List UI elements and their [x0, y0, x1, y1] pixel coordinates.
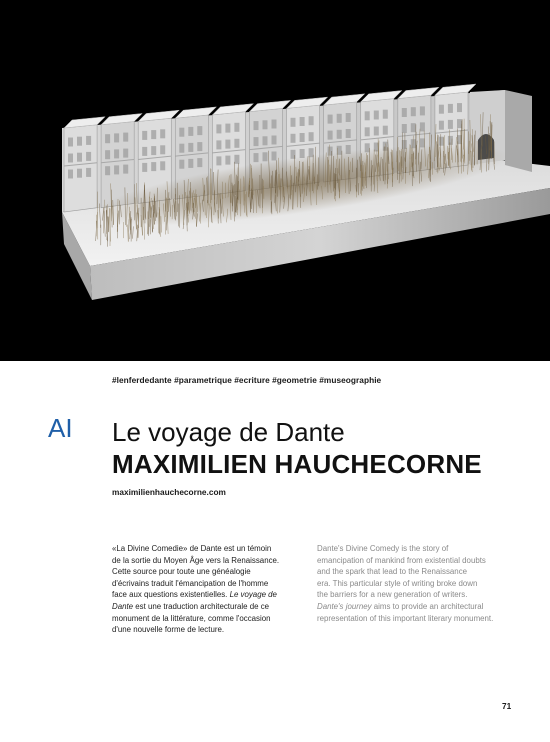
project-name-italic: Le voyage de [229, 590, 277, 600]
text-line: Cette source pour toute une généalogie [112, 567, 251, 577]
text-line: d'une nouvelle forme de lecture. [112, 625, 225, 635]
page-number: 71 [502, 701, 512, 711]
text-line [317, 601, 512, 613]
text-line: era. This particular style of writing broke down [317, 578, 478, 588]
text-line: representation of this important literary monument. [317, 613, 494, 623]
description-english [317, 543, 512, 624]
text-segment: aims to provide an architectural [371, 601, 484, 611]
text-line: Dante's Divine Comedy is the story of [317, 544, 449, 553]
text-line: monument de la littérature, comme l'occasion [112, 613, 271, 623]
hero-photo [0, 0, 550, 361]
text-line: the barriers for a new generation of writers. [317, 590, 468, 600]
text-line: and the spark that lead to the Renaissance [317, 567, 468, 577]
project-name-italic: Dante's journey [317, 601, 372, 611]
page-title: Le voyage de Dante [112, 417, 345, 447]
text-line: emancipation of mankind from existential doubts [317, 555, 486, 565]
description-french [112, 543, 307, 636]
author-name: MAXIMILIEN HAUCHECORNE [112, 449, 482, 479]
text-line: «La Divine Comedie» de Dante est un témoin [112, 544, 272, 553]
text-segment: face aux questions existentielles. [112, 590, 230, 600]
text-segment: est une traduction architecturale de ce [133, 601, 270, 611]
text-line: de la sortie du Moyen Âge vers la Renaissance. [112, 555, 280, 565]
text-line [112, 601, 307, 613]
text-line [112, 589, 307, 601]
text-line: d'écrivains traduit l'émancipation de l'homme [112, 578, 269, 588]
project-name-italic: Dante [112, 601, 134, 611]
author-website-link[interactable]: maximilienhauchecorne.com [112, 487, 226, 497]
hashtags: #lenferdedante #parametrique #ecriture #geometrie #museographie [112, 375, 382, 385]
section-code: AI [48, 413, 73, 443]
architectural-model-illustration [0, 0, 550, 361]
